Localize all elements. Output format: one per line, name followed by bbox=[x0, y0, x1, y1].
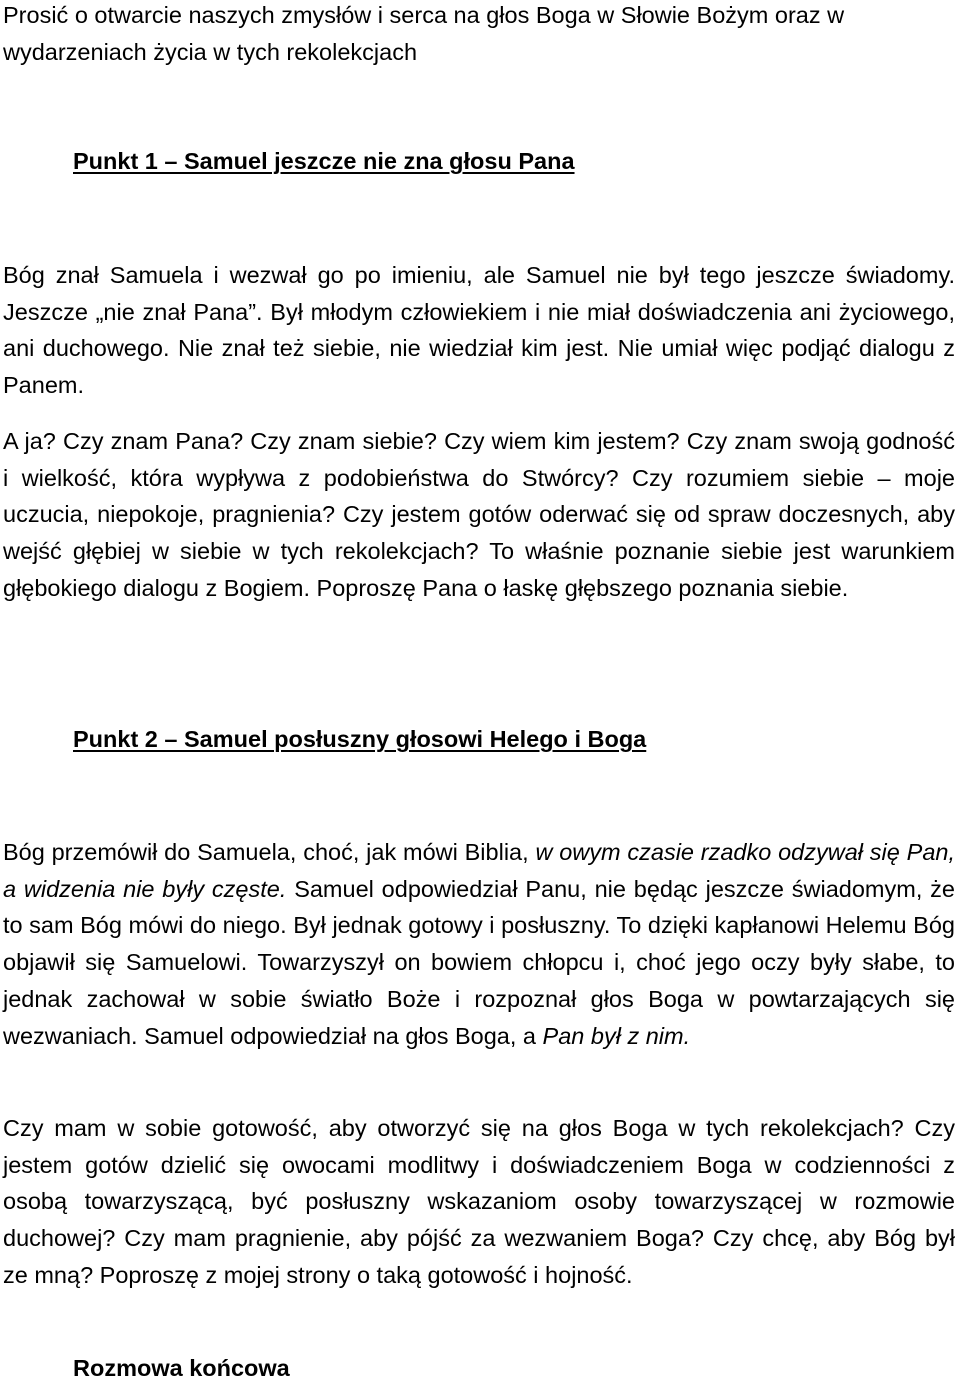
document-page bbox=[3, 0, 955, 1379]
section2-heading: Punkt 2 – Samuel posłuszny głosowi Helego i Boga bbox=[73, 726, 647, 752]
section1-paragraph2: A ja? Czy znam Pana? Czy znam siebie? Czy wiem kim jestem? Czy znam swoją godność i wielkość, która wypływa z podobieństwa do Stwórcy? Czy rozumiem siebie – moje uczucia, niepokoje, pragnienia? Czy jestem gotów oderwać się od spraw doczesnych, aby wejść głębiej w siebie w tych rekolekcjach? To właśnie poznanie siebie jest warunkiem głębokiego dialogu z Bogiem. Poproszę Pana o łaskę głębszego poznania siebie. bbox=[3, 428, 955, 601]
section2-paragraph1-italic1: w owym czasie rzadko odzywał się Pan, a widzenia nie były częste. bbox=[3, 839, 955, 902]
section2-paragraph1-italic2: Pan był z nim. bbox=[542, 1022, 691, 1049]
section2-paragraph2: Czy mam w sobie gotowość, aby otworzyć się na głos Boga w tych rekolekcjach? Czy jestem gotów dzielić się owocami modlitwy i doświadczeniem Boga w codzienności z osobą towarzyszącą, być posłuszny wskazaniom osoby towarzyszącej w rozmowie duchowej? Czy mam pragnienie, aby pójść za wezwaniem Boga? Czy chcę, aby Bóg był ze mną? Poproszę z mojej strony o taką gotowość i hojność. bbox=[3, 1115, 955, 1288]
section2-paragraph1-middle: Samuel odpowiedział Panu, nie będąc jeszcze świadomym, że to sam Bóg mówi do niego. Był jednak gotowy i posłuszny. To dzięki kapłanowi Helemu Bóg objawił się Samuelowi. Towarzyszył on bowiem chłopcu i, choć jego oczy były słabe, to jednak zachował w sobie światło Boże i rozpoznał głos Boga w powtarzających się wezwaniach. Samuel odpowiedział na głos Boga, a bbox=[3, 875, 955, 1049]
intro-paragraph: Prosić o otwarcie naszych zmysłów i serca na głos Boga w Słowie Bożym oraz w wydarzeniach życia w tych rekolekcjach bbox=[3, 2, 845, 65]
section1-heading: Punkt 1 – Samuel jeszcze nie zna głosu Pana bbox=[73, 148, 575, 174]
section3-heading: Rozmowa końcowa bbox=[73, 1355, 290, 1381]
section2-paragraph1-start: Bóg przemówił do Samuela, choć, jak mówi Biblia, bbox=[3, 839, 536, 865]
section2-paragraph1 bbox=[3, 834, 955, 1054]
section1-paragraph1: Bóg znał Samuela i wezwał go po imieniu, ale Samuel nie był tego jeszcze świadomy. Jeszcze „nie znał Pana”. Był młodym człowiekiem i nie miał doświadczenia ani życiowego, ani duchowego. Nie znał też siebie, nie wiedział kim jest. Nie umiał więc podjąć dialogu z Panem. bbox=[3, 262, 955, 399]
